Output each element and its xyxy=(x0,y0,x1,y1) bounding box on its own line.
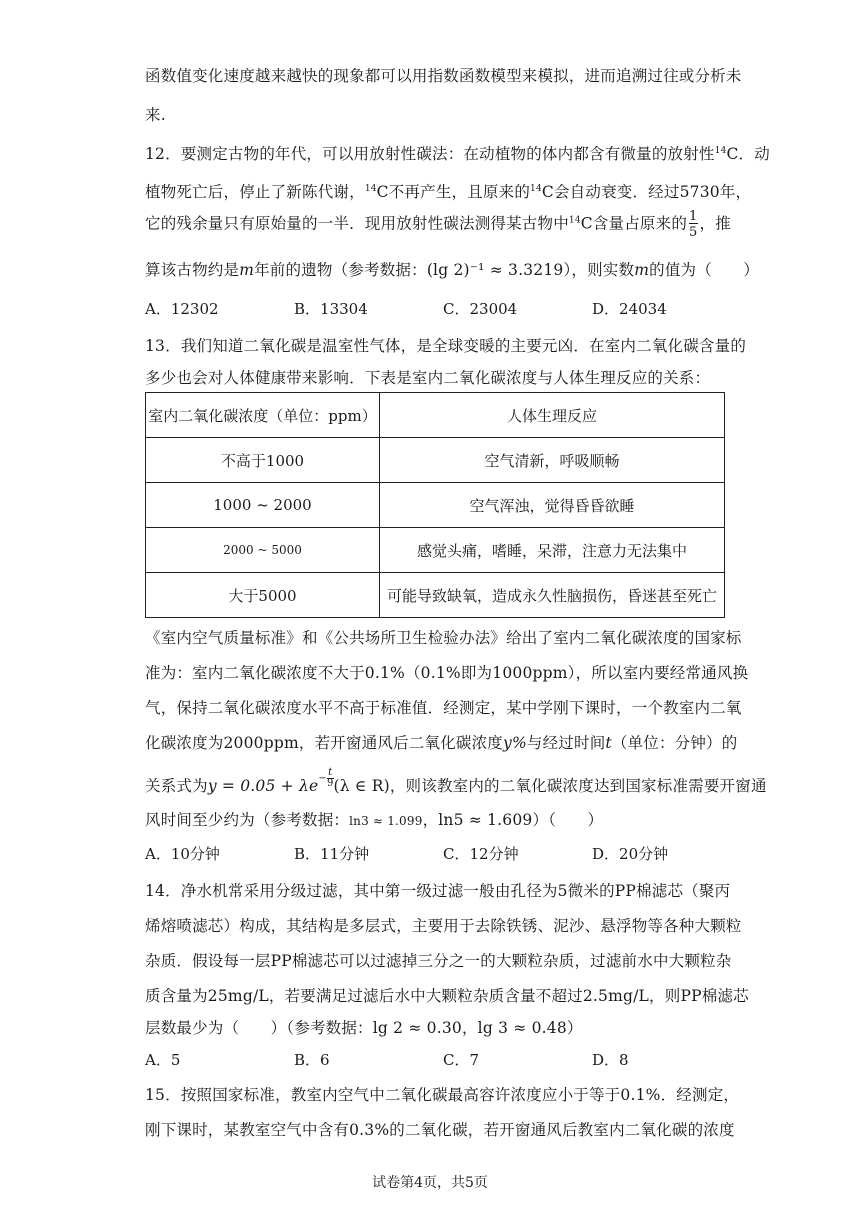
q12-text: C不再产生，且原来的 xyxy=(376,183,531,201)
q12-text: 的值为（ ） xyxy=(649,261,760,279)
formula-main: y = 0.05 + λe xyxy=(207,777,319,795)
q12-text: C含量占原来的 xyxy=(580,214,688,233)
c14-mass: 14 xyxy=(530,184,542,194)
q12-line-2 xyxy=(145,180,751,202)
q12-option-c[interactable]: C．23004 xyxy=(443,300,518,318)
q12-line-3 xyxy=(145,210,731,239)
q13-text: （单位：分钟）的 xyxy=(611,734,738,752)
q13-option-c[interactable]: C．12分钟 xyxy=(443,845,519,863)
q13-text: ）（ ） xyxy=(532,811,604,829)
q13-ref-ln3: ln3 ≈ 1.099 xyxy=(349,814,423,828)
q13-line-2: 多少也会对人体健康带来影响．下表是室内二氧化碳浓度与人体生理反应的关系： xyxy=(145,369,711,387)
exp-numerator: t xyxy=(328,767,333,778)
q12-text: ），则实数 xyxy=(563,261,635,279)
q13-text: ，则该教室内的二氧化碳浓度达到国家标准需要开窗通 xyxy=(389,777,767,795)
c14-symbol: C．动 xyxy=(726,145,770,163)
table-row xyxy=(146,573,725,618)
q13-line-1: 13．我们知道二氧化碳是温室性气体，是全球变暖的主要元凶．在室内二氧化碳含量的 xyxy=(145,337,747,355)
q12-text: 年前的遗物（参考数据： xyxy=(254,261,427,279)
table-cell: 空气清新，呼吸顺畅 xyxy=(380,438,725,483)
q12-reference-data: (lg 2)⁻¹ ≈ 3.3219 xyxy=(426,261,564,279)
q14-option-d[interactable]: D．8 xyxy=(592,1051,629,1069)
fraction-one-fifth xyxy=(689,210,697,239)
q13-option-b[interactable]: B．11分钟 xyxy=(294,845,370,863)
q13-text: 与经过时间 xyxy=(526,734,606,752)
q12-line-1 xyxy=(145,142,770,164)
q14-option-c[interactable]: C．7 xyxy=(443,1051,480,1069)
intro-line-2: 来. xyxy=(145,106,166,124)
table-cell: 不高于1000 xyxy=(146,438,380,483)
q12-text: 它的残余量只有原始量的一半．现用放射性碳法测得某古物中 xyxy=(145,214,569,233)
table-cell: 可能导致缺氧，造成永久性脑损伤，昏迷甚至死亡 xyxy=(380,573,725,618)
q12-option-b[interactable]: B．13304 xyxy=(294,300,368,318)
q12-option-d[interactable]: D．24034 xyxy=(592,300,667,318)
q12-text: 12．要测定古物的年代，可以用放射性碳法：在动植物的体内都含有微量的放射性 xyxy=(145,145,715,163)
c14-mass: 14 xyxy=(714,146,727,156)
q12-text: 植物死亡后，停止了新陈代谢， xyxy=(145,183,365,201)
q14-line-5: 层数最少为（ ）（参考数据：lg 2 ≈ 0.30，lg 3 ≈ 0.48） xyxy=(145,1019,583,1037)
q14-option-b[interactable]: B．6 xyxy=(294,1051,330,1069)
formula-domain: (λ ∈ R) xyxy=(333,777,390,795)
q12-option-a[interactable]: A．12302 xyxy=(145,300,219,318)
q13-line-8 xyxy=(145,808,603,830)
exp-denominator: 9 xyxy=(326,778,334,789)
q13-line-3: 《室内空气质量标准》和《公共场所卫生检验办法》给出了室内二氧化碳浓度的国家标 xyxy=(145,629,742,647)
table-cell: 1000 ~ 2000 xyxy=(146,483,380,528)
table-header: 室内二氧化碳浓度（单位：ppm） xyxy=(146,393,380,438)
q14-line-1: 14．净水机常采用分级过滤，其中第一级过滤一般由孔径为5微米的PP棉滤芯（聚丙 xyxy=(145,882,731,900)
exp-sign: − xyxy=(318,773,327,784)
q13-text: 关系式为 xyxy=(145,777,208,795)
q13-line-4: 准为：室内二氧化碳浓度不大于0.1%（0.1%即为1000ppm），所以室内要经常通风换 xyxy=(145,664,749,682)
q13-text: 化碳浓度为2000ppm，若开窗通风后二氧化碳浓度 xyxy=(145,734,503,752)
table-row xyxy=(146,528,725,573)
q14-line-4: 质含量为25mg/L，若要满足过滤后水中大颗粒杂质含量不超过2.5mg/L，则PP棉滤芯 xyxy=(145,987,749,1005)
q13-text: 风时间至少约为（参考数据： xyxy=(145,811,350,829)
var-t: t xyxy=(605,734,612,752)
table-cell: 感觉头痛，嗜睡，呆滞，注意力无法集中 xyxy=(380,528,725,573)
c14-mass: 14 xyxy=(568,215,581,226)
co2-table xyxy=(145,392,725,618)
table-row xyxy=(146,483,725,528)
q13-option-a[interactable]: A．10分钟 xyxy=(145,845,220,863)
intro-line-1: 函数值变化速度越来越快的现象都可以用指数函数模型来模拟，进而追溯过往或分析未 xyxy=(145,67,742,85)
q14-line-2: 烯熔喷滤芯）构成，其结构是多层式，主要用于去除铁锈、泥沙、悬浮物等各种大颗粒 xyxy=(145,917,742,935)
q14-option-a[interactable]: A．5 xyxy=(145,1051,181,1069)
q13-text: ， xyxy=(422,811,439,829)
c14-mass: 14 xyxy=(364,184,377,194)
q12-text: C会自动衰变．经过5730年， xyxy=(541,183,752,201)
var-m: m xyxy=(239,261,255,279)
q12-line-4 xyxy=(145,258,759,280)
table-cell: 大于5000 xyxy=(146,573,380,618)
frac-denominator: 5 xyxy=(689,225,698,240)
q14-line-3: 杂质．假设每一层PP棉滤芯可以过滤掉三分之一的大颗粒杂质，过滤前水中大颗粒杂 xyxy=(145,952,732,970)
var-y-percent: y% xyxy=(503,734,527,752)
q13-ref-ln5: ln5 ≈ 1.609 xyxy=(438,811,533,829)
table-cell: 空气浑浊，觉得昏昏欲睡 xyxy=(380,483,725,528)
q13-line-5: 气，保持二氧化碳浓度水平不高于标准值．经测定，某中学刚下课时，一个教室内二氧 xyxy=(145,699,742,717)
q13-line-7 xyxy=(145,768,767,796)
q12-text: 算该古物约是 xyxy=(145,261,240,279)
var-m: m xyxy=(634,261,650,279)
table-cell: 2000 ~ 5000 xyxy=(146,528,380,573)
q15-line-1: 15．按照国家标准，教室内空气中二氧化碳最高容许浓度应小于等于0.1%．经测定， xyxy=(145,1086,740,1104)
formula-exponent xyxy=(318,768,333,789)
q15-line-2: 刚下课时，某教室空气中含有0.3%的二氧化碳，若开窗通风后教室内二氧化碳的浓度 xyxy=(145,1121,735,1139)
table-header: 人体生理反应 xyxy=(380,393,725,438)
q13-line-6 xyxy=(145,731,737,753)
table-header-row xyxy=(146,393,725,438)
q12-text: ，推 xyxy=(699,214,731,233)
q13-option-d[interactable]: D．20分钟 xyxy=(592,845,669,863)
table-row xyxy=(146,438,725,483)
page-footer: 试卷第4页，共5页 xyxy=(372,1175,488,1191)
frac-numerator: 1 xyxy=(689,209,698,224)
